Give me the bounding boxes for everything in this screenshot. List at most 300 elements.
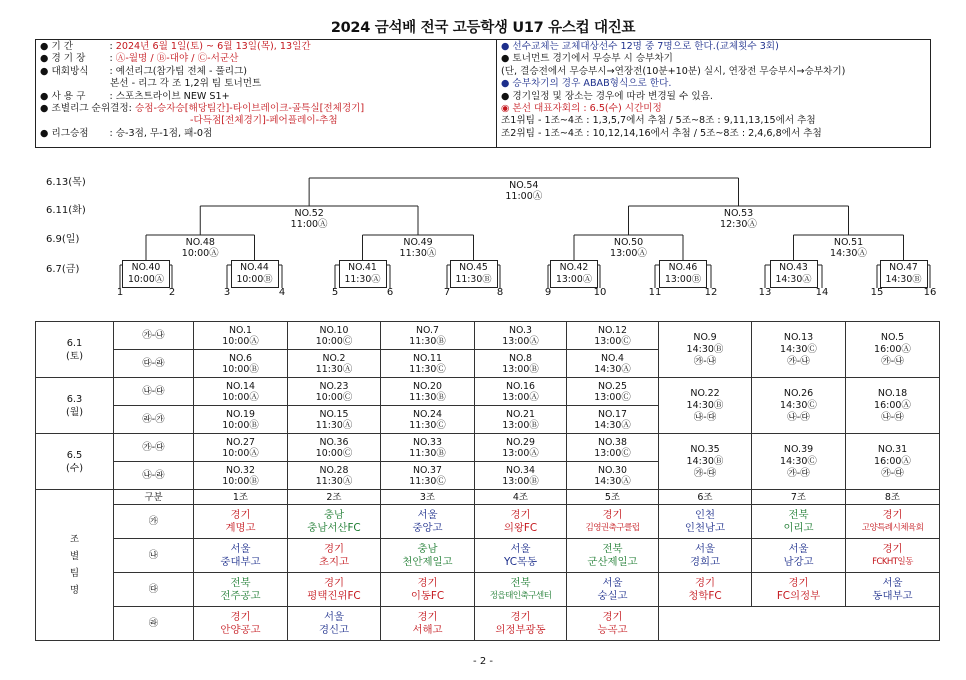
- team-name: 정읍태인축구센터: [489, 590, 552, 601]
- team-slot-number: 14: [815, 287, 829, 298]
- team-mark: ㉱: [114, 607, 194, 641]
- team-region: 경기: [417, 577, 438, 589]
- match-number: NO.39: [783, 443, 814, 455]
- side-char: 팀: [69, 568, 80, 579]
- team-cell: [846, 505, 940, 539]
- team-name: FCKHT일동: [872, 556, 913, 567]
- info-line: [40, 53, 492, 65]
- match-number: NO.27: [226, 436, 255, 448]
- match-time: 11:00Ⓐ: [505, 191, 543, 202]
- team-region: 서울: [788, 543, 809, 555]
- match-number: NO.9: [693, 331, 717, 343]
- match-time: 10:00Ⓒ: [315, 335, 353, 347]
- match-number: NO.24: [413, 408, 442, 420]
- info-line: 조1위팀 - 1조~4조 : 1,3,5,7에서 추첨 / 5조~8조 : 9,11,13,15에서 추첨: [501, 115, 816, 127]
- match-time: 11:30Ⓑ: [409, 391, 446, 403]
- separator: :: [109, 90, 113, 102]
- match-number: NO.23: [319, 380, 349, 392]
- team-region: 충남: [323, 509, 345, 521]
- match-cell: [194, 378, 288, 406]
- team-slot-number: 4: [278, 287, 286, 298]
- schedule-date: [36, 434, 114, 490]
- match-time: 11:00Ⓐ: [290, 219, 328, 230]
- team-name: 중앙고: [412, 521, 443, 534]
- team-cell: [475, 607, 567, 641]
- team-cell: [194, 539, 288, 573]
- match-number: NO.20: [413, 380, 442, 392]
- match-time: 11:30Ⓑ: [409, 335, 446, 347]
- info-line: [40, 128, 492, 140]
- schedule-row: [36, 434, 940, 462]
- match-cell: [567, 462, 659, 490]
- team-cell: [288, 505, 381, 539]
- team-region: 전북: [510, 577, 531, 589]
- team-cell: [752, 539, 846, 573]
- match-time: 11:30Ⓐ: [344, 274, 381, 285]
- match-time: 12:30Ⓐ: [720, 219, 757, 230]
- team-row: [36, 505, 940, 539]
- group-header: 4조: [475, 490, 567, 505]
- team-region: 경기: [694, 577, 716, 589]
- match-time: 13:00Ⓐ: [502, 335, 539, 347]
- match-number: NO.44: [240, 262, 269, 273]
- tournament-bracket: [0, 160, 966, 310]
- team-region: 서울: [694, 543, 716, 555]
- pairing: ㉮-㉰: [881, 467, 904, 479]
- schedule-row: [36, 378, 940, 406]
- match-cell: [475, 350, 567, 378]
- team-name: 평택진위FC: [307, 589, 361, 602]
- team-region: 경기: [417, 611, 438, 623]
- separator: :: [109, 53, 113, 65]
- group-header: 3조: [381, 490, 475, 505]
- team-slot-number: 1: [116, 287, 124, 298]
- separator: :: [109, 127, 113, 139]
- info-right: [497, 40, 930, 147]
- match-cell: [194, 406, 288, 434]
- team-slot-number: 9: [544, 287, 552, 298]
- info-line: 조2위팀 - 1조~4조 : 10,12,14,16에서 추첨 / 5조~8조 : 2,4,6,8에서 추첨: [501, 127, 822, 139]
- groups-label: 구분: [114, 490, 194, 505]
- match-cell: [475, 406, 567, 434]
- match-time: 13:00Ⓑ: [502, 419, 539, 431]
- info-label: 경 기 장: [51, 53, 86, 65]
- match-number: NO.45: [459, 262, 488, 273]
- page-number: - 2 -: [473, 656, 493, 667]
- side-label: [36, 490, 114, 641]
- weekday: (월): [65, 406, 84, 418]
- match-cell: [381, 350, 475, 378]
- pairing: ㉮-㉰: [114, 434, 194, 462]
- match-number: NO.51: [833, 237, 864, 248]
- match-time: 10:00Ⓑ: [236, 274, 273, 285]
- match-number: NO.43: [779, 262, 808, 273]
- info-line: [40, 41, 492, 53]
- info-line: [40, 78, 492, 90]
- team-row: [36, 607, 940, 641]
- match-time: 11:30Ⓒ: [409, 363, 446, 375]
- bullet: ●: [40, 53, 49, 65]
- team-cell: [567, 573, 659, 607]
- bullet: ●: [40, 41, 49, 52]
- match-number: NO.33: [413, 436, 442, 448]
- team-name: YC목동: [503, 555, 538, 568]
- team-slot-number: 2: [168, 287, 176, 298]
- match-cell: [567, 350, 659, 378]
- team-cell: [194, 505, 288, 539]
- match-time: 10:00Ⓑ: [222, 363, 259, 375]
- match-time: 13:00Ⓑ: [664, 274, 702, 285]
- match-number: NO.35: [690, 443, 720, 455]
- info-line: ◉ 본선 대표자회의 : 6.5(수) 시간미정: [501, 103, 662, 115]
- info-label: 조별리그 순위결정: [51, 103, 129, 115]
- team-name: 의왕FC: [503, 521, 538, 534]
- team-region: 경기: [230, 611, 251, 623]
- match-time: 10:00Ⓐ: [127, 274, 165, 285]
- pairing: ㉮-㉯: [881, 355, 904, 367]
- info-box: [35, 39, 931, 148]
- match-time: 13:00Ⓒ: [594, 391, 631, 403]
- team-name: 이동FC: [410, 589, 445, 602]
- match-number: NO.4: [601, 352, 624, 364]
- info-line: (단, 결승전에서 무승부시→연장전(10분+10분) 실시, 연장전 무승부시→승부차기): [501, 65, 846, 77]
- pairing: ㉱-㉮: [114, 406, 194, 434]
- bracket-round16-box: [880, 260, 928, 288]
- side-char: 명: [69, 585, 80, 596]
- team-name: 계명고: [225, 521, 256, 534]
- pairing: ㉮-㉰: [787, 467, 810, 479]
- match-number: NO.36: [319, 436, 349, 448]
- match-number: NO.2: [322, 352, 346, 364]
- pairing: ㉮-㉯: [693, 355, 717, 367]
- bullet: ●: [40, 90, 49, 102]
- info-line: [40, 103, 492, 115]
- match-cell: [659, 434, 752, 490]
- match-number: NO.16: [506, 380, 535, 392]
- info-value: 승점-승자승[해당팀간]-타이브레이크-골특실[전체경기]: [134, 103, 365, 115]
- bracket-round16-box: [550, 260, 598, 288]
- team-name: 김영권축구클럽: [585, 522, 640, 533]
- match-cell: [288, 462, 381, 490]
- schedule-table: [35, 321, 940, 641]
- pairing: ㉯-㉰: [693, 411, 717, 423]
- bracket-round16-box: [231, 260, 279, 288]
- team-cell: [752, 505, 846, 539]
- match-cell: [752, 378, 846, 434]
- date: 6.1: [66, 337, 83, 349]
- team-row: [36, 539, 940, 573]
- empty-cell: [659, 607, 940, 641]
- match-number: NO.31: [877, 443, 908, 455]
- match-cell: [752, 434, 846, 490]
- match-number: NO.28: [319, 464, 349, 476]
- team-name: 인천남고: [684, 521, 726, 534]
- bullet: ●: [40, 65, 49, 77]
- match-time: 16:00Ⓐ: [874, 455, 911, 467]
- pairing: ㉯-㉰: [114, 378, 194, 406]
- match-number: NO.15: [319, 408, 349, 420]
- match-number: NO.17: [598, 408, 627, 420]
- bracket-round16-box: [770, 260, 818, 288]
- date: 6.5: [66, 449, 83, 461]
- match-time: 10:00Ⓑ: [222, 419, 259, 431]
- match-number: NO.54: [509, 180, 539, 191]
- info-line: ● 승부차기의 경우 ABAB형식으로 한다.: [501, 78, 672, 90]
- match-time: 11:30Ⓒ: [409, 419, 446, 431]
- match-number: NO.52: [294, 208, 324, 219]
- team-name: 경신고: [318, 623, 350, 636]
- team-region: 전북: [602, 543, 623, 555]
- match-time: 14:30Ⓐ: [594, 363, 631, 375]
- match-cell: [381, 434, 475, 462]
- match-number: NO.19: [226, 408, 255, 420]
- schedule-date: [36, 378, 114, 434]
- team-cell: [194, 607, 288, 641]
- match-time: 14:30Ⓐ: [594, 475, 631, 487]
- info-line: [40, 115, 492, 127]
- pairing: ㉯-㉱: [114, 462, 194, 490]
- match-cell: [381, 322, 475, 350]
- match-cell: [194, 350, 288, 378]
- info-label: 사 용 구: [51, 90, 86, 102]
- team-cell: [288, 607, 381, 641]
- match-number: NO.11: [413, 352, 442, 364]
- match-cell: [475, 322, 567, 350]
- weekday: (토): [65, 350, 84, 362]
- info-label: 기 간: [51, 41, 74, 52]
- match-cell: [475, 462, 567, 490]
- match-number: NO.41: [348, 262, 377, 273]
- match-number: NO.1: [229, 324, 252, 336]
- team-cell: [567, 539, 659, 573]
- info-value: 스포츠트라이브 NEW S1+: [115, 90, 230, 102]
- match-time: 14:30Ⓐ: [830, 248, 867, 259]
- match-number: NO.26: [783, 387, 814, 399]
- team-cell: [381, 573, 475, 607]
- match-number: NO.47: [889, 262, 918, 273]
- team-name: FC의정부: [776, 589, 821, 602]
- match-time: 14:30Ⓒ: [780, 455, 817, 467]
- match-number: NO.34: [506, 464, 535, 476]
- team-cell: [381, 539, 475, 573]
- match-time: 11:30Ⓐ: [315, 475, 353, 487]
- bullet: ●: [40, 103, 49, 115]
- group-header: 1조: [194, 490, 288, 505]
- team-slot-number: 13: [758, 287, 772, 298]
- page-title: 2024 금석배 전국 고등학생 U17 유스컵 대진표: [330, 20, 636, 36]
- match-time: 10:00Ⓒ: [315, 447, 353, 459]
- match-time: 16:00Ⓐ: [874, 343, 911, 355]
- match-number: NO.21: [506, 408, 535, 420]
- bracket-final: [494, 180, 554, 202]
- separator: :: [109, 65, 113, 77]
- team-region: 전북: [788, 509, 809, 521]
- team-cell: [288, 573, 381, 607]
- team-region: 서울: [602, 577, 623, 589]
- team-region: 서울: [323, 611, 345, 623]
- match-time: 14:30Ⓐ: [594, 419, 631, 431]
- match-time: 14:30Ⓑ: [885, 274, 922, 285]
- team-slot-number: 6: [386, 287, 394, 298]
- match-cell: [288, 434, 381, 462]
- bracket-semifinal: [279, 208, 339, 230]
- pairing: ㉯-㉰: [881, 411, 904, 423]
- match-time: 13:00Ⓑ: [502, 475, 539, 487]
- match-number: NO.18: [877, 387, 908, 399]
- team-cell: [659, 539, 752, 573]
- match-time: 11:30Ⓐ: [315, 363, 353, 375]
- match-cell: [567, 434, 659, 462]
- match-number: NO.30: [598, 464, 627, 476]
- match-cell: [567, 378, 659, 406]
- team-region: 경기: [230, 509, 251, 521]
- info-value: 2024년 6월 1일(토) ~ 6월 13일(목), 13일간: [115, 41, 311, 52]
- match-number: NO.42: [559, 262, 589, 273]
- match-number: NO.38: [598, 436, 627, 448]
- separator: :: [109, 41, 113, 52]
- team-region: 서울: [882, 577, 903, 589]
- team-cell: [475, 539, 567, 573]
- team-cell: [288, 539, 381, 573]
- group-header: 2조: [288, 490, 381, 505]
- info-line: ● 경기일정 및 장소는 경우에 따라 변경될 수 있음.: [501, 90, 713, 102]
- team-cell: [846, 539, 940, 573]
- match-cell: [194, 322, 288, 350]
- match-time: 14:30Ⓒ: [780, 399, 817, 411]
- match-time: 14:30Ⓒ: [780, 343, 817, 355]
- team-name: 청학FC: [688, 589, 722, 602]
- side-char: 조: [69, 534, 80, 545]
- info-value: 본선 - 리그 각 조 1,2위 팀 토너먼트: [110, 78, 262, 90]
- team-region: 경기: [882, 509, 903, 521]
- pairing: ㉮-㉯: [787, 355, 810, 367]
- team-region: 경기: [323, 577, 345, 589]
- match-cell: [752, 322, 846, 378]
- team-name: 초지고: [318, 555, 350, 568]
- team-region: 경기: [788, 577, 809, 589]
- team-name: 경희고: [689, 555, 721, 568]
- info-line: [40, 91, 492, 103]
- team-cell: [475, 505, 567, 539]
- match-cell: [475, 434, 567, 462]
- team-region: 경기: [882, 543, 903, 555]
- match-cell: [381, 462, 475, 490]
- match-time: 10:00Ⓑ: [222, 475, 259, 487]
- team-slot-number: 7: [443, 287, 451, 298]
- pairing: ㉯-㉰: [787, 411, 810, 423]
- match-number: NO.14: [226, 380, 255, 392]
- team-slot-number: 8: [496, 287, 504, 298]
- team-name: 의정부광동: [495, 623, 546, 636]
- match-time: 11:30Ⓑ: [455, 274, 492, 285]
- team-cell: [194, 573, 288, 607]
- pairing: ㉮-㉰: [693, 467, 717, 479]
- match-number: NO.8: [509, 352, 532, 364]
- match-number: NO.5: [880, 331, 905, 343]
- match-time: 16:00Ⓐ: [874, 399, 911, 411]
- match-number: NO.53: [723, 208, 754, 219]
- group-header: 6조: [659, 490, 752, 505]
- match-cell: [194, 434, 288, 462]
- team-cell: [659, 505, 752, 539]
- team-region: 서울: [230, 543, 251, 555]
- team-name: 고양특례시체육회: [861, 522, 924, 533]
- team-name: 충남서산FC: [307, 521, 361, 534]
- info-value: -다득점[전체경기]-페어플레이-추첨: [190, 115, 338, 127]
- side-char: 별: [69, 551, 80, 562]
- info-value: 승-3점, 무-1점, 패-0점: [115, 127, 213, 139]
- match-number: NO.29: [506, 436, 535, 448]
- schedule-row: [36, 322, 940, 350]
- team-cell: [846, 573, 940, 607]
- team-name: 능곡고: [597, 623, 628, 636]
- match-cell: [846, 434, 940, 490]
- separator: :: [128, 103, 132, 115]
- groups-header-row: [36, 490, 940, 505]
- match-time: 10:00Ⓐ: [222, 391, 259, 403]
- info-value: Ⓐ-월명 / Ⓑ-대야 / Ⓒ-서군산: [115, 53, 239, 65]
- team-cell: [659, 573, 752, 607]
- match-time: 14:30Ⓑ: [686, 455, 724, 467]
- team-name: 군산제일고: [587, 555, 638, 568]
- team-cell: [475, 573, 567, 607]
- match-cell: [659, 378, 752, 434]
- match-cell: [475, 378, 567, 406]
- match-number: NO.48: [185, 237, 215, 248]
- bullet: ●: [40, 127, 49, 139]
- match-time: 11:30Ⓒ: [409, 475, 446, 487]
- match-number: NO.13: [783, 331, 814, 343]
- match-number: NO.40: [131, 262, 161, 273]
- match-cell: [846, 378, 940, 434]
- match-number: NO.10: [319, 324, 349, 336]
- match-time: 11:30Ⓑ: [409, 447, 446, 459]
- round-date: 6.13(목): [46, 177, 86, 188]
- info-line: [40, 66, 492, 78]
- match-time: 11:30Ⓐ: [315, 419, 353, 431]
- bracket-quarterfinal: [819, 237, 879, 259]
- group-header: 8조: [846, 490, 940, 505]
- team-cell: [567, 607, 659, 641]
- match-cell: [567, 406, 659, 434]
- info-value: 예선리그(참가팀 전체 - 풀리그): [115, 65, 248, 77]
- date: 6.3: [66, 393, 83, 405]
- team-cell: [752, 573, 846, 607]
- team-name: 숭실고: [597, 589, 628, 602]
- match-number: NO.37: [413, 464, 442, 476]
- team-slot-number: 11: [648, 287, 662, 298]
- match-number: NO.46: [668, 262, 698, 273]
- team-mark: ㉮: [114, 505, 194, 539]
- team-name: 남강고: [783, 555, 814, 568]
- match-number: NO.22: [690, 387, 720, 399]
- match-time: 13:00Ⓒ: [594, 335, 631, 347]
- team-row: [36, 573, 940, 607]
- team-cell: [381, 505, 475, 539]
- match-cell: [194, 462, 288, 490]
- team-slot-number: 5: [331, 287, 339, 298]
- round-date: 6.9(일): [46, 234, 80, 245]
- team-region: 경기: [602, 611, 623, 623]
- match-cell: [846, 322, 940, 378]
- match-cell: [288, 322, 381, 350]
- team-slot-number: 12: [704, 287, 718, 298]
- pairing: ㉮-㉯: [114, 322, 194, 350]
- match-cell: [288, 350, 381, 378]
- bracket-semifinal: [709, 208, 769, 230]
- match-time: 10:00Ⓐ: [181, 248, 219, 259]
- match-number: NO.49: [403, 237, 433, 248]
